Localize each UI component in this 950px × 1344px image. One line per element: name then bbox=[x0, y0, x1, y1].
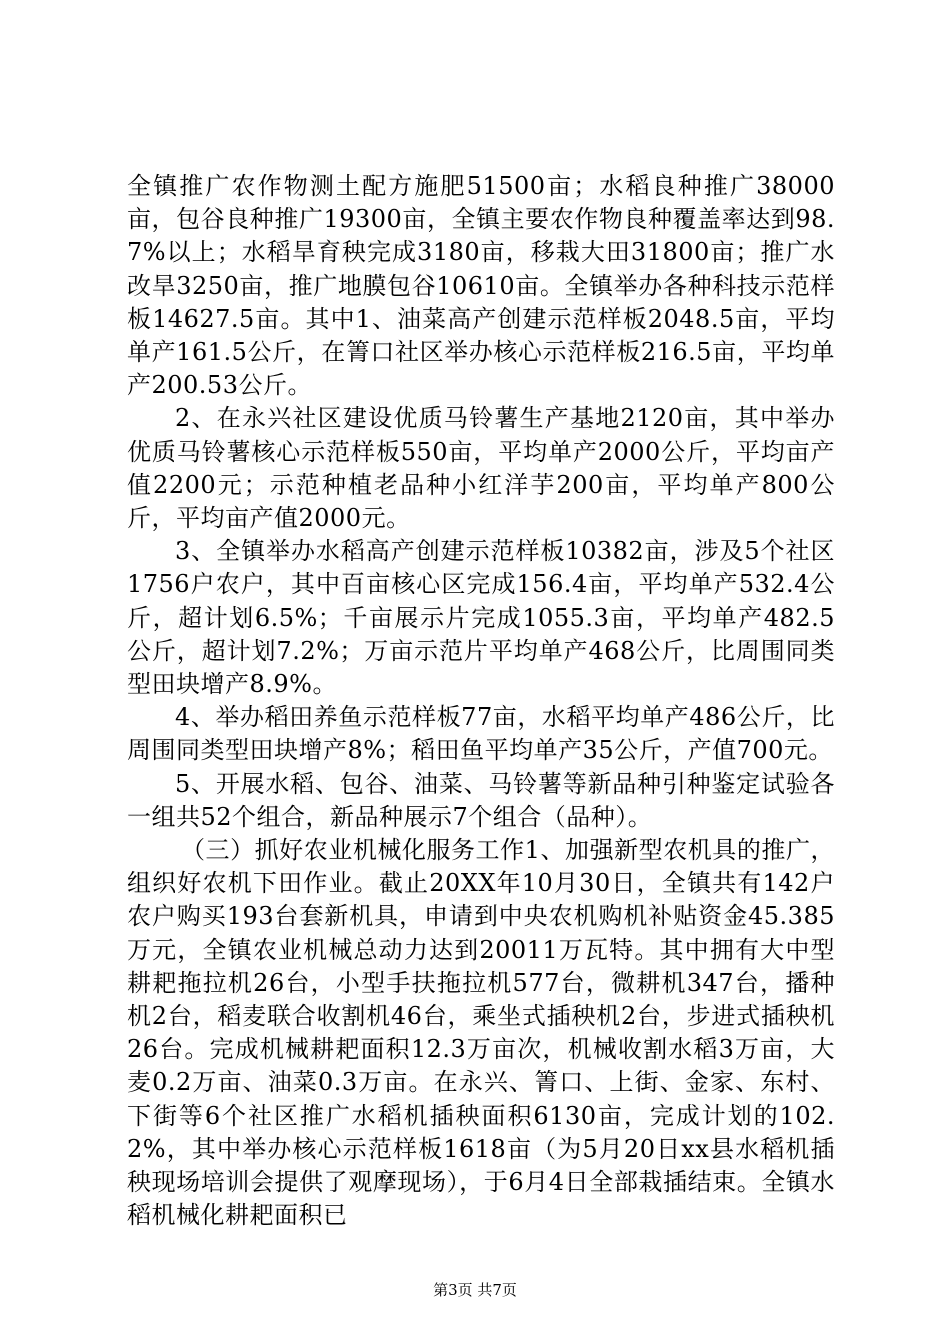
paragraph-mechanization: （三）抓好农业机械化服务工作1、加强新型农机具的推广，组织好农机下田作业。截止20XX年10月30日，全镇共有142户农户购买193台套新机具，申请到中央农机购机补贴资金45.385万元，全镇农业机械总动力达到20011万瓦特。其中拥有大中型耕耙拖拉机26台，小型手扶拖拉机577台，微耕机347台，播种机2台，稻麦联合收割机46台，乘坐式插秧机2台，步进式插秧机26台。完成机械耕耙面积12.3万亩次，机械收割水稻3万亩，大麦0.2万亩、油菜0.3万亩。在永兴、箐口、上街、金家、东村、下街等6个社区推广水稻机插秧面积6130亩，完成计划的102.2%，其中举办核心示范样板1618亩（为5月20日xx县水稻机插秧现场培训会提供了观摩现场），于6月4日全部栽插结束。全镇水稻机械化耕耙面积已 bbox=[127, 836, 835, 1230]
paragraph-rice-fish: 4、举办稻田养鱼示范样板77亩，水稻平均单产486公斤，比周围同类型田块增产8%；稻田鱼平均单产35公斤，产值700元。 bbox=[127, 703, 835, 765]
paragraph-potato-base: 2、在永兴社区建设优质马铃薯生产基地2120亩，其中举办优质马铃薯核心示范样板550亩，平均单产2000公斤，平均亩产值2200元；示范种植老品种小红洋芋200亩，平均单产800公斤，平均亩产值2000元。 bbox=[127, 404, 835, 533]
paragraph-soil-testing: 全镇推广农作物测土配方施肥51500亩；水稻良种推广38000亩，包谷良种推广19300亩，全镇主要农作物良种覆盖率达到98.7%以上；水稻旱育秧完成3180亩，移栽大田31800亩；推广水改旱3250亩，推广地膜包谷10610亩。全镇举办各种科技示范样板14627.5亩。其中1、油菜高产创建示范样板2048.5亩，平均单产161.5公斤，在箐口社区举办核心示范样板216.5亩，平均单产200.53公斤。 bbox=[127, 172, 835, 400]
page-number-footer: 第3页 共7页 bbox=[433, 1281, 517, 1299]
body-text bbox=[127, 170, 835, 1233]
paragraph-rice-demo: 3、全镇举办水稻高产创建示范样板10382亩，涉及5个社区1756户农户，其中百亩核心区完成156.4亩，平均单产532.4公斤，超计划6.5%；千亩展示片完成1055.3亩，平均单产482.5公斤，超计划7.2%；万亩示范片平均单产468公斤，比周围同类型田块增产8.9%。 bbox=[127, 537, 835, 699]
paragraph-variety-trials: 5、开展水稻、包谷、油菜、马铃薯等新品种引种鉴定试验各一组共52个组合，新品种展示7个组合（品种）。 bbox=[127, 769, 835, 831]
